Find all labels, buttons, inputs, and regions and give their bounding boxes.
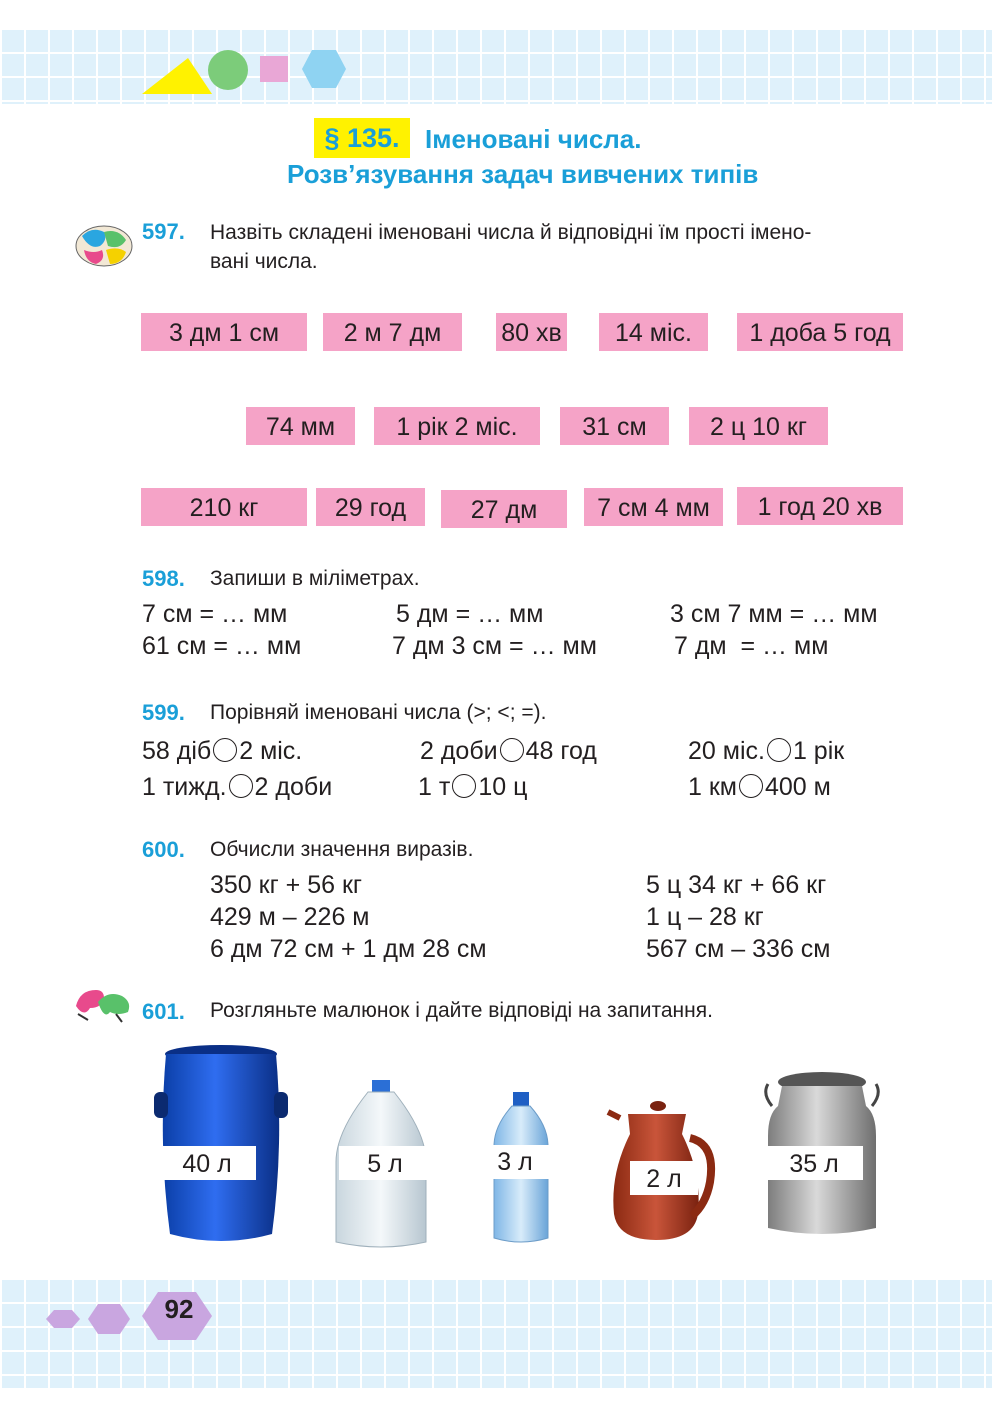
quantity-card: 1 год 20 хв — [737, 487, 903, 525]
page-number: 92 — [164, 1294, 194, 1324]
exercise-598-number: 598. — [142, 566, 185, 591]
barrel-icon — [154, 1045, 288, 1241]
exercise-597-number: 597. — [142, 219, 185, 244]
square-icon — [260, 56, 288, 82]
comparison-pair — [688, 773, 831, 802]
quantity-card: 2 м 7 дм — [323, 313, 462, 351]
quantity-card: 210 кг — [141, 488, 307, 526]
hexagon-icon — [88, 1304, 130, 1334]
quantity-card: 29 год — [316, 488, 425, 526]
conversion-item: 5 дм = … мм — [396, 600, 544, 628]
expression: 429 м – 226 м — [210, 903, 370, 931]
volume-label: 5 л — [339, 1146, 431, 1180]
quantity-card: 1 доба 5 год — [737, 313, 903, 351]
comparison-left: 1 т — [418, 773, 451, 801]
quantity-card: 3 дм 1 см — [141, 313, 307, 351]
expression: 1 ц – 28 кг — [646, 903, 764, 931]
comparison-circle[interactable] — [739, 774, 763, 798]
decorative-shapes — [140, 44, 355, 100]
comparison-circle[interactable] — [452, 774, 476, 798]
comparison-pair — [420, 737, 597, 766]
comparison-circle[interactable] — [229, 774, 253, 798]
expression: 6 дм 72 см + 1 дм 28 см — [210, 935, 487, 963]
comparison-pair — [418, 773, 527, 802]
quantity-card: 7 см 4 мм — [584, 488, 723, 526]
comparison-left: 58 діб — [142, 737, 212, 765]
comparison-right: 1 рік — [792, 737, 845, 765]
conversion-item: 7 дм = … мм — [674, 632, 829, 660]
quantity-card: 27 дм — [441, 490, 567, 528]
exercise-598-text: Запиши в міліметрах. — [210, 567, 420, 590]
exercise-599-text: Порівняй іменовані числа (>; <; =). — [210, 701, 547, 724]
comparison-left: 1 тижд. — [142, 773, 227, 801]
conversion-item: 7 см = … мм — [142, 600, 288, 628]
exercise-597-text: Назвіть складені іменовані числа й відповідні їм прості імено- — [210, 221, 812, 244]
page-title: Іменовані числа. — [425, 124, 642, 154]
expression: 567 см – 336 см — [646, 935, 831, 963]
exercise-599-number: 599. — [142, 700, 185, 725]
comparison-circle[interactable] — [500, 738, 524, 762]
volume-label: 3 л — [479, 1145, 551, 1179]
exercise-601-text: Розгляньте малюнок і дайте відповіді на запитання. — [210, 999, 713, 1022]
comparison-left: 20 міс. — [688, 737, 765, 765]
comparison-right: 48 год — [525, 737, 597, 765]
quantity-card: 80 хв — [496, 313, 567, 351]
quantity-card: 31 см — [560, 407, 669, 445]
section-badge: § 135. — [314, 118, 410, 158]
comparison-pair — [688, 737, 844, 766]
hexagon-icon — [302, 50, 346, 88]
puzzle-icon — [74, 222, 134, 268]
circle-icon — [208, 50, 248, 90]
volume-label: 40 л — [158, 1146, 256, 1180]
comparison-pair — [142, 737, 302, 766]
hexagon-icon — [46, 1310, 80, 1328]
expression: 5 ц 34 кг + 66 кг — [646, 871, 827, 899]
quantity-card: 74 мм — [246, 407, 355, 445]
comparison-right: 2 міс. — [239, 737, 303, 765]
comparison-left: 2 доби — [420, 737, 498, 765]
exercise-600-number: 600. — [142, 837, 185, 862]
comparison-right: 400 м — [764, 773, 831, 801]
quantity-card: 2 ц 10 кг — [689, 407, 828, 445]
exercise-601-number: 601. — [142, 999, 185, 1024]
quantity-card: 1 рік 2 міс. — [374, 407, 540, 445]
conversion-item: 3 см 7 мм = … мм — [670, 600, 878, 628]
volume-label: 35 л — [765, 1146, 863, 1180]
triangle-icon — [142, 58, 212, 94]
puzzle-pair-icon — [72, 984, 134, 1024]
conversion-item: 7 дм 3 см = … мм — [392, 632, 597, 660]
volume-label: 2 л — [630, 1161, 698, 1195]
comparison-circle[interactable] — [767, 738, 791, 762]
expression: 350 кг + 56 кг — [210, 871, 363, 899]
comparison-pair — [142, 773, 332, 802]
comparison-left: 1 км — [688, 773, 737, 801]
comparison-right: 10 ц — [478, 773, 528, 801]
exercise-597-text-cont: вані числа. — [210, 250, 318, 273]
comparison-right: 2 доби — [254, 773, 333, 801]
page-subtitle: Розв’язування задач вивчених типів — [287, 159, 759, 189]
comparison-circle[interactable] — [213, 738, 237, 762]
exercise-600-text: Обчисли значення виразів. — [210, 838, 474, 861]
quantity-card: 14 міс. — [599, 313, 708, 351]
conversion-item: 61 см = … мм — [142, 632, 302, 660]
